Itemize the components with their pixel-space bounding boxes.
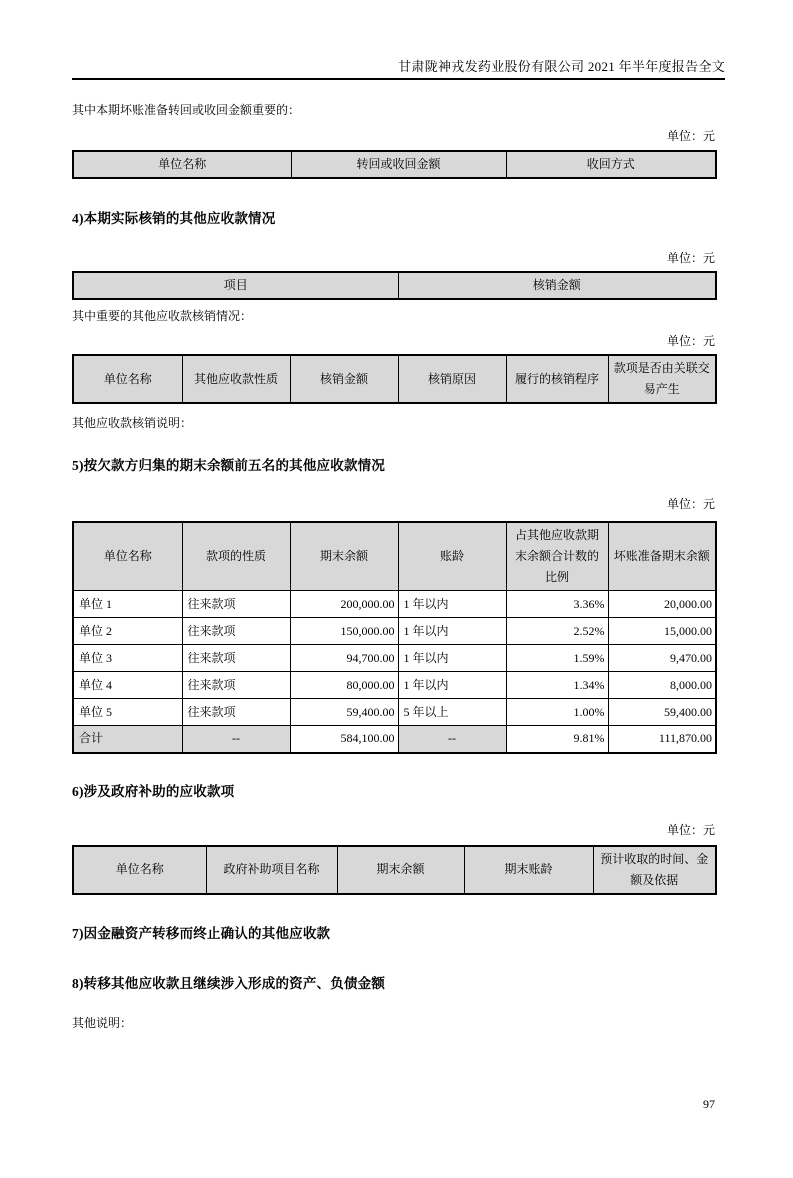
cell-aging: 5 年以上 (398, 699, 506, 726)
col-header: 坏账准备期末余额 (608, 522, 716, 591)
cell-baddebt-balance: 8,000.00 (608, 672, 716, 699)
table-row (73, 618, 716, 645)
table-government-subsidy (72, 845, 717, 895)
cell-nature: 往来款项 (182, 699, 290, 726)
cell-baddebt-balance: 20,000.00 (608, 591, 716, 618)
unit-label: 单位：元 (666, 822, 715, 837)
table-total-row (73, 726, 716, 753)
cell-aging: 1 年以内 (398, 645, 506, 672)
section6-heading: 6)涉及政府补助的应收款项 (72, 783, 235, 799)
col-header: 单位名称 (73, 355, 182, 403)
cell-aging: 1 年以内 (398, 672, 506, 699)
cell-nature: 往来款项 (182, 618, 290, 645)
cell-percentage: 3.36% (506, 591, 608, 618)
cell-percentage: 1.34% (506, 672, 608, 699)
table-header-row (73, 355, 716, 403)
cell-nature: 往来款项 (182, 672, 290, 699)
table-header-row (73, 151, 716, 178)
cell-total-aging: -- (398, 726, 506, 753)
cell-ending-balance: 200,000.00 (290, 591, 398, 618)
cell-percentage: 1.00% (506, 699, 608, 726)
section8-heading: 8)转移其他应收款且继续涉入形成的资产、负债金额 (72, 975, 386, 991)
table-header-row (73, 522, 716, 591)
col-header: 款项是否由关联交易产生 (608, 355, 716, 403)
table-row (73, 591, 716, 618)
cell-unit-name: 单位 1 (73, 591, 182, 618)
cell-ending-balance: 94,700.00 (290, 645, 398, 672)
unit-label: 单位：元 (666, 334, 715, 348)
table-header-row (73, 272, 716, 299)
col-header: 转回或收回金额 (291, 151, 506, 178)
col-header: 其他应收款性质 (182, 355, 290, 403)
cell-ending-balance: 80,000.00 (290, 672, 398, 699)
cell-baddebt-balance: 59,400.00 (608, 699, 716, 726)
cell-unit-name: 单位 5 (73, 699, 182, 726)
col-header: 核销金额 (290, 355, 398, 403)
cell-baddebt-balance: 9,470.00 (608, 645, 716, 672)
col-header: 期末账龄 (464, 846, 593, 894)
col-header: 预计收取的时间、金额及依据 (593, 846, 716, 894)
table-header-row (73, 846, 716, 894)
document-header-title: 甘肃陇神戎发药业股份有限公司 2021 年半年度报告全文 (72, 56, 725, 80)
note-other: 其他说明： (72, 1015, 133, 1030)
col-header: 项目 (73, 272, 398, 299)
col-header: 款项的性质 (182, 522, 290, 591)
table-reversal-recovery (72, 150, 717, 179)
cell-ending-balance: 150,000.00 (290, 618, 398, 645)
table-row (73, 645, 716, 672)
note-writeoff-explanation: 其他应收款核销说明： (72, 416, 193, 430)
col-header: 政府补助项目名称 (206, 846, 337, 894)
cell-total-balance: 584,100.00 (290, 726, 398, 753)
note-important-writeoff: 其中重要的其他应收款核销情况： (72, 309, 253, 323)
cell-total-baddebt: 111,870.00 (608, 726, 716, 753)
report-page-content (72, 56, 725, 1031)
cell-unit-name: 单位 2 (73, 618, 182, 645)
table-writeoff (72, 271, 717, 300)
col-header: 账龄 (398, 522, 506, 591)
note-important-reversal: 其中本期坏账准备转回或收回金额重要的： (72, 103, 301, 117)
col-header: 占其他应收款期末余额合计数的比例 (506, 522, 608, 591)
table-top5-receivables (72, 521, 717, 754)
col-header: 收回方式 (506, 151, 716, 178)
cell-unit-name: 单位 3 (73, 645, 182, 672)
col-header: 期末余额 (290, 522, 398, 591)
table-row (73, 699, 716, 726)
page-number: 97 (703, 1097, 715, 1111)
cell-aging: 1 年以内 (398, 591, 506, 618)
cell-percentage: 2.52% (506, 618, 608, 645)
section5-heading: 5)按欠款方归集的期末余额前五名的其他应收款情况 (72, 458, 386, 473)
cell-total-label: 合计 (73, 726, 182, 753)
col-header: 履行的核销程序 (506, 355, 608, 403)
table-row (73, 672, 716, 699)
section7-heading: 7)因金融资产转移而终止确认的其他应收款 (72, 925, 331, 941)
unit-label: 单位：元 (666, 497, 715, 511)
cell-nature: 往来款项 (182, 645, 290, 672)
section4-heading: 4)本期实际核销的其他应收款情况 (72, 211, 276, 226)
unit-label: 单位：元 (666, 251, 715, 265)
cell-unit-name: 单位 4 (73, 672, 182, 699)
cell-percentage: 1.59% (506, 645, 608, 672)
cell-baddebt-balance: 15,000.00 (608, 618, 716, 645)
col-header: 单位名称 (73, 151, 291, 178)
cell-total-percentage: 9.81% (506, 726, 608, 753)
col-header: 核销金额 (398, 272, 716, 299)
unit-label: 单位：元 (666, 129, 715, 143)
cell-nature: 往来款项 (182, 591, 290, 618)
cell-ending-balance: 59,400.00 (290, 699, 398, 726)
col-header: 单位名称 (73, 522, 182, 591)
cell-aging: 1 年以内 (398, 618, 506, 645)
cell-total-nature: -- (182, 726, 290, 753)
col-header: 期末余额 (337, 846, 464, 894)
col-header: 单位名称 (73, 846, 206, 894)
col-header: 核销原因 (398, 355, 506, 403)
table-important-writeoff (72, 354, 717, 404)
